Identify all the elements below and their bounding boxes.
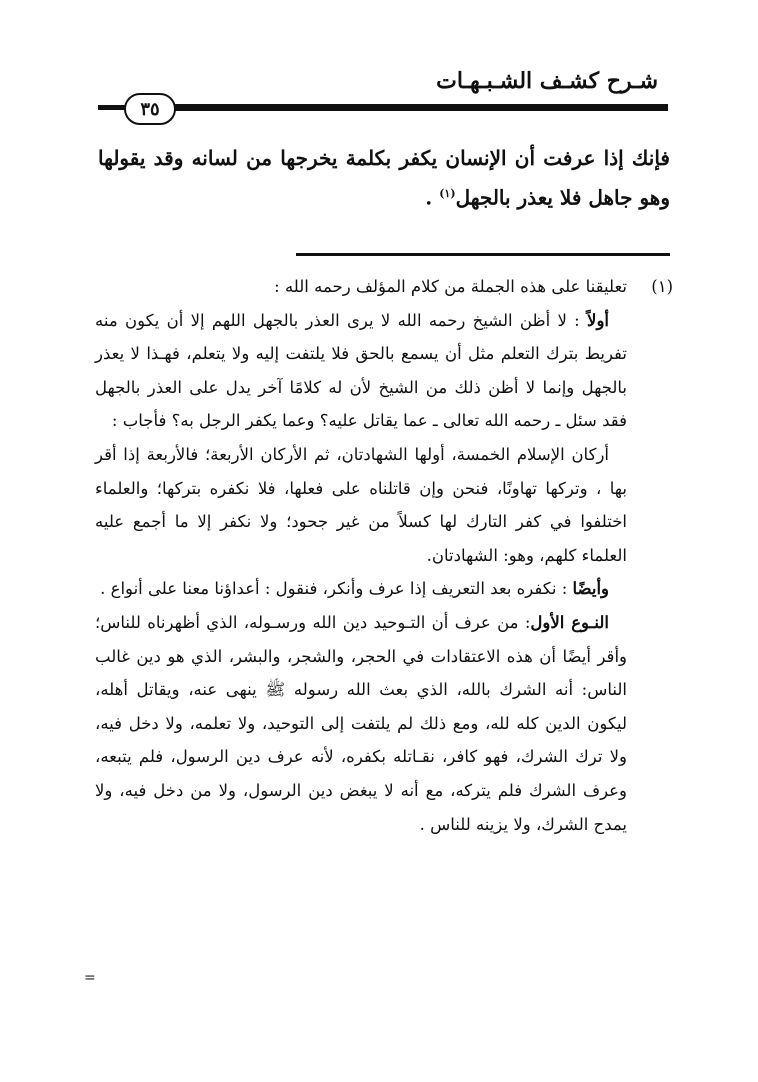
footnote-separator bbox=[296, 253, 670, 256]
page-number: ٣٥ bbox=[124, 93, 176, 125]
footnote-reference: (١) bbox=[439, 187, 456, 200]
footnote-paragraph-1-lead: أولاً bbox=[587, 310, 609, 330]
footnote-row bbox=[95, 270, 673, 841]
margin-mark: = bbox=[84, 970, 96, 986]
main-paragraph-text: فإنك إذا عرفت أن الإنسان يكفر بكلمة يخرجها من لسانه وقد يقولها وهو جاهل فلا يعذر بالجهل bbox=[98, 146, 670, 210]
footnote-paragraph-1-text: : لا أظن الشيخ رحمه الله لا يرى العذر بالجهل اللهم إلا أن يكون منه تفريط بترك التعلم مثل أن يسمع بالحق فلا يلتفت إليه ولا يتعلم، فهـذا لا يعذر بالجهل وإنما لا أظن ذلك من الشيخ لأن له كلامًا آخر يدل على العذر بالجهل فقد سئل ـ رحمه الله تعالى ـ عما يقاتل عليه؟ وعما يكفر الرجل به؟ فأجاب : bbox=[95, 310, 627, 431]
main-text bbox=[98, 140, 670, 216]
footnote-paragraph-3-lead: وأيضًا bbox=[572, 579, 609, 599]
main-paragraph-end: . bbox=[425, 185, 440, 210]
main-paragraph bbox=[98, 140, 670, 216]
footnote-paragraph-2: أركان الإسلام الخمسة، أولها الشهادتان، ثم الأركان الأربعة؛ فالأربعة إذا أقر بها ، وتركها تهاونًا، فنحن وإن قاتلناه على فعلها، فلا نكفره بتركها؛ والعلماء اختلفوا في كفر التارك لها كسلاً من غير جحود؛ ولا نكفر إلا ما أجمع عليه العلماء كلهم، وهو: الشهادتان. bbox=[95, 444, 627, 565]
footnote-marker: (١) bbox=[651, 277, 673, 296]
footnote-paragraph-4-lead: النـوع الأول bbox=[530, 612, 609, 632]
running-header-title: شـرح كشـف الشـبـهـات bbox=[436, 68, 658, 94]
footnote-paragraph-1 bbox=[95, 304, 627, 438]
footnote-paragraph-3 bbox=[95, 572, 627, 606]
header-rule bbox=[170, 104, 668, 111]
footnote-paragraph-3-text: : نكفره بعد التعريف إذا عرف وأنكر، فنقول : أعداؤنا معنا على أنواع . bbox=[100, 579, 573, 599]
footnote bbox=[95, 270, 673, 841]
footnote-body bbox=[95, 270, 627, 841]
footnote-paragraph-4 bbox=[95, 606, 627, 841]
footnote-intro: تعليقنا على هذه الجملة من كلام المؤلف رحمه الله : bbox=[274, 277, 627, 296]
footnote-paragraph-4-text: : من عرف أن التـوحيد دين الله ورسـوله، الذي أظهرناه للناس؛ وأقر أيضًا أن هذه الاعتقادات في الحجر، والشجر، والبشر، الذي هو دين غالب الناس: أنه الشرك بالله، الذي بعث الله رسوله ﷺ ينهى عنه، ويقاتل أهله، ليكون الدين كله لله، ومع ذلك لم يلتفت إلى التوحيد، ولا تعلمه، ولا دخل فيه، ولا ترك الشرك، فهو كافر، نقـاتله بكفره، لأنه عرف دين الرسول، فلم يتبعه، وعرف الشرك فلم يتركه، مع أنه لا يبغض دين الرسول، ولا من دخل فيه، ولا يمدح الشرك، ولا يزينه للناس . bbox=[95, 612, 627, 834]
